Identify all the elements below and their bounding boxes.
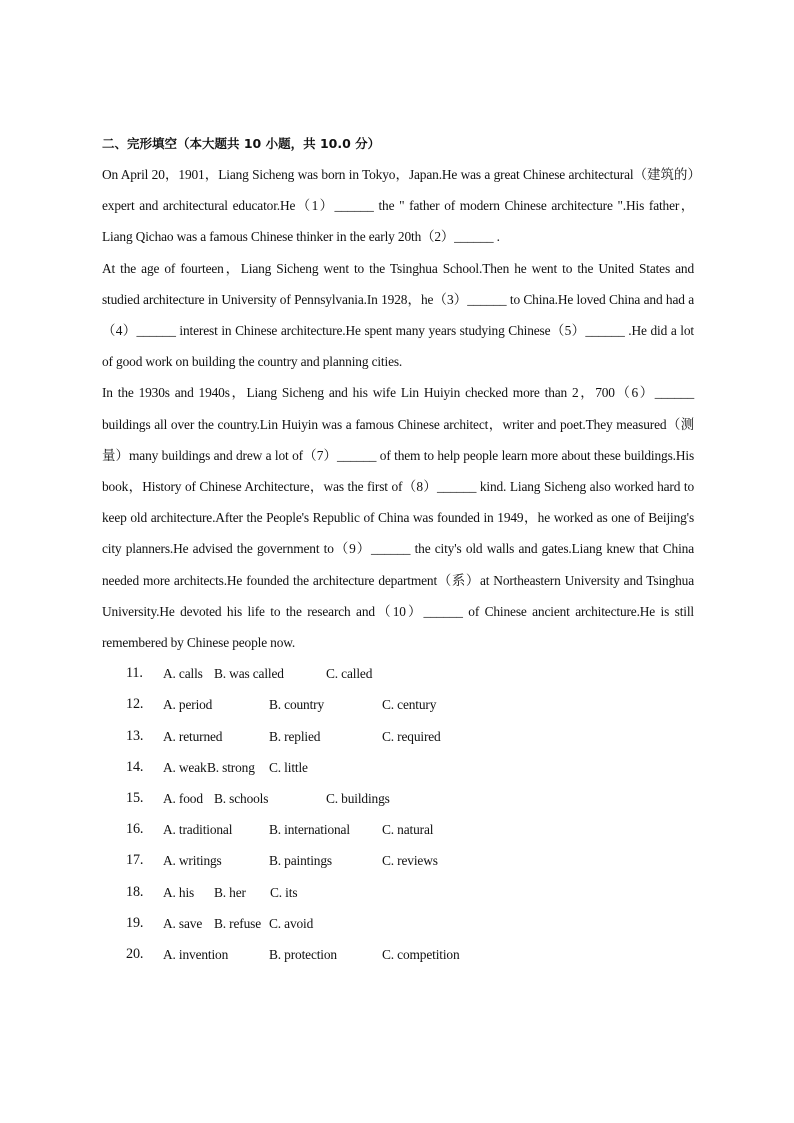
- option-a: A. food: [163, 791, 203, 806]
- option-a: A. his: [163, 884, 195, 900]
- question-15: [102, 783, 694, 814]
- option-b: B. strong: [207, 759, 255, 775]
- passage-paragraph-1: On April 20，1901，Liang Sicheng was born in Tokyo，Japan.He was a great Chinese architectural（建筑的）expert and architectural educator.He（1）______ the " father of modern Chinese architecture ".His father，Liang Qichao was a famous Chinese thinker in the early 20th（2）______ .: [102, 167, 694, 245]
- option-a: A. invention: [163, 946, 229, 962]
- option-c: C. avoid: [269, 915, 314, 931]
- question-13: [102, 721, 694, 752]
- question-number: 14.: [126, 758, 144, 775]
- question-16: [102, 814, 694, 845]
- option-c: C. required: [382, 728, 441, 744]
- passage-paragraph-3: In the 1930s and 1940s，Liang Sicheng and his wife Lin Huiyin checked more than 2，700（6）______ buildings all over the country.Lin Huiyin was a famous Chinese architect，writer and poet.They measured（测量）many buildings and drew a lot of（7）______ of them to help people learn more about these buildings.His book，History of Chinese Architecture，was the first of（8）______ kind. Liang Sicheng also worked hard to keep old architecture.After the People's Republic of China was founded in 1949，he worked as one of Beijing's city planners.He advised the government to（9）______ the city's old walls and gates.Liang knew that China needed more architects.He founded the architecture department（系）at Northeastern University and Tsinghua University.He devoted his life to the research and（10）______ of Chinese ancient architecture.He is still remembered by Chinese people now.: [102, 385, 694, 651]
- option-b: B. paintings: [269, 853, 332, 869]
- option-a: A. writings: [163, 853, 222, 869]
- option-b: B. her: [214, 884, 246, 900]
- question-20: [102, 939, 694, 970]
- passage-paragraph-2: At the age of fourteen，Liang Sicheng went to the Tsinghua School.Then he went to the United States and studied architecture in University of Pennsylvania.In 1928，he（3）______ to China.He loved China and had a（4）______ interest in Chinese architecture.He spent many years studying Chinese（5）______ .He did a lot of good work on building the country and planning cities.: [102, 260, 694, 370]
- question-11: [102, 658, 694, 689]
- option-a: A. period: [163, 697, 213, 713]
- question-14: [102, 752, 694, 783]
- option-a: A. save: [163, 915, 203, 931]
- section-title: 二、完形填空（本大题共 10 小题，共 10.0 分）: [102, 136, 381, 151]
- question-number: 16.: [126, 821, 144, 838]
- question-19: [102, 908, 694, 939]
- option-b: B. refuse: [214, 915, 261, 931]
- option-b: B. schools: [214, 791, 269, 806]
- question-number: 12.: [126, 696, 144, 713]
- question-number: 17.: [126, 852, 144, 869]
- question-number: 11.: [126, 665, 143, 682]
- option-a: A. calls: [163, 666, 203, 682]
- option-c: C. reviews: [382, 853, 438, 869]
- option-a: A. weak: [163, 759, 207, 775]
- option-b: B. international: [269, 822, 350, 838]
- question-number: 13.: [126, 727, 144, 744]
- option-c: C. competition: [382, 946, 460, 962]
- question-18: [102, 877, 694, 908]
- question-options: [102, 658, 694, 970]
- question-number: 15.: [126, 790, 144, 806]
- question-number: 18.: [126, 883, 144, 900]
- question-number: 19.: [126, 914, 144, 931]
- option-c: C. century: [382, 697, 437, 713]
- option-c: C. natural: [382, 822, 434, 838]
- option-a: A. traditional: [163, 822, 233, 838]
- option-b: B. replied: [269, 728, 321, 744]
- option-c: C. buildings: [326, 791, 390, 806]
- question-12: [102, 689, 694, 720]
- exam-page: [102, 128, 694, 970]
- option-c: C. called: [326, 666, 373, 682]
- option-b: B. country: [269, 697, 325, 713]
- option-b: B. was called: [214, 666, 284, 682]
- option-a: A. returned: [163, 728, 223, 744]
- question-number: 20.: [126, 945, 144, 962]
- question-17: [102, 845, 694, 876]
- option-c: C. its: [270, 884, 298, 900]
- option-b: B. protection: [269, 946, 337, 962]
- option-c: C. little: [269, 759, 308, 775]
